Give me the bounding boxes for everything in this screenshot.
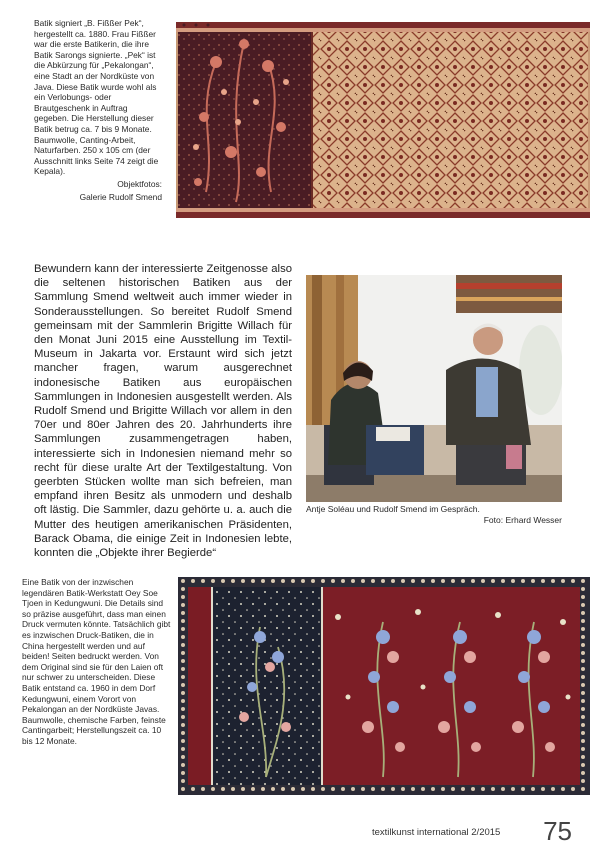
photo-caption-credit: Foto: Erhard Wesser xyxy=(483,515,562,525)
caption-top-text: Batik signiert „B. Fißßer Pek“, hergestellt ca. 1880. Frau Fißßer war die erste Batikerin, die ihre Batik Sarongs signierte. „Pek“ ist die Abkürzung für „Pekalongan“, eine Stadt an der Nordküste von Java. Diese Batik wurde wohl als ein Verlobungs- oder Brautgeschenk in Auftrag gegeben. Die Herstellung dieser Batik betrug ca. 7 bis 9 Monate. Baumwolle, Canting-Arbeit, Naturfarben. 250 x 105 cm (der Ausschnitt links Seite 74 zeigt die Kepala). xyxy=(34,18,159,177)
publication-name: textilkunst international 2/2015 xyxy=(372,827,501,838)
batik-image-bottom xyxy=(178,577,590,795)
page-footer xyxy=(372,818,572,848)
photo-conversation xyxy=(306,275,562,502)
photo-caption xyxy=(306,504,562,526)
caption-top xyxy=(34,18,162,202)
article-body-text: Bewundern kann der interessierte Zeitgenosse also die seltenen historischen Batiken aus der Sammlung Smend weltweit auch immer wieder in Sonderausstellungen. So bereitet Rudolf Smend gemeinsam mit der Sammlerin Brigitte Willach für den Monat Juni 2015 eine Ausstellung im Textil-Museum in Jakarta vor. Erstaunt wird sich jetzt mancher fragen, warum ausgerechnet indonesische Batiken aus europäischen Sammlungen in Indonesien ausgestellt werden. Als Rudolf Smend und Brigitte Willach vor allem in den 70er und 80er Jahren des 20. Jahrhunderts ihre Sammlungen zusammengetragen haben, interessierte sich in Indonesien niemand mehr so recht für diese uralte Art der Textilgestaltung. Von geerbten Stücken wollte man sich befreien, man empfand ihren Besitz als unmodern und deshalb oft lästig. Die Sammler, dazu gehörte u. a. auch die Mutter des heutigen amerikanischen Präsidenten, Barack Obama, die einige Zeit in Indonesien lebte, konnten die „Objekte ihrer Begierde“ xyxy=(34,263,292,560)
caption-top-credit-name: Galerie Rudolf Smend xyxy=(79,191,162,202)
photo-two-people-illustration xyxy=(306,275,562,502)
caption-top-credit-label: Objektfotos: xyxy=(117,178,162,189)
batik-fisser-pek-illustration xyxy=(176,22,590,218)
page-number: 75 xyxy=(543,816,572,846)
batik-oey-soe-tjoen-illustration xyxy=(178,577,590,795)
batik-image-top xyxy=(176,22,590,218)
caption-bottom-text: Eine Batik von der inzwischen legendären Batik-Werkstatt Oey Soe Tjoen in Kedungwuni. Die Details sind so präzise ausgeführt, dass man einen Druck vermuten könnte. Tatsächlich gibt es inzwischen Druck-Batiken, die in China hergestellt werden und auf beiden! Seiten bedruckt werden. Von dem Original sind sie für den Laien oft nur schwer zu unterscheiden. Diese Batik entstand ca. 1960 in dem Dorf Kedungwuni, einem Vorort von Pekalongan an der Nordküste Javas. Baumwolle, chemische Farben, feinste Cantingarbeit; Herstellungszeit ca. 10 bis 12 Monate. xyxy=(22,577,171,746)
photo-caption-text: Antje Soléau und Rudolf Smend im Gespräch. xyxy=(306,504,480,514)
caption-bottom xyxy=(22,577,172,747)
